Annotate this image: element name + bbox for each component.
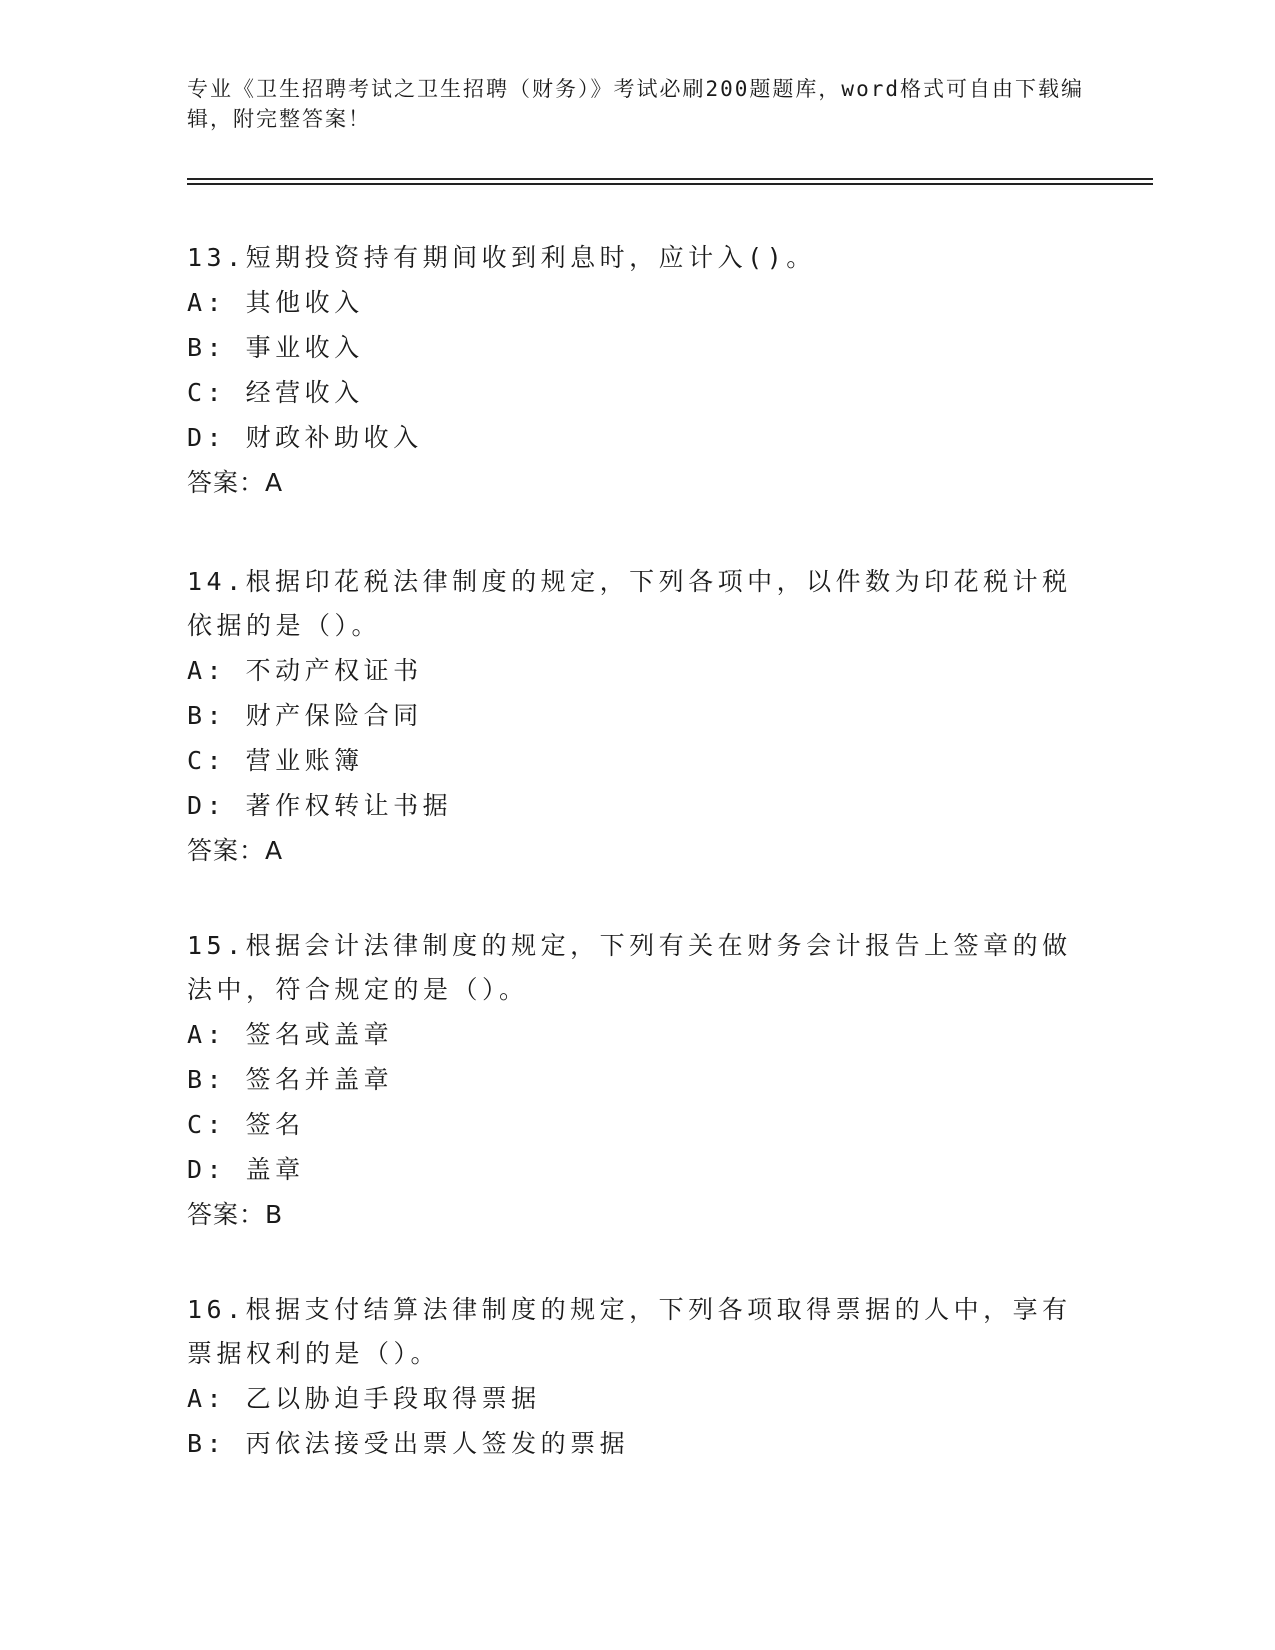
header-divider-top xyxy=(187,178,1153,180)
option-b: B: 丙依法接受出票人签发的票据 xyxy=(187,1429,630,1458)
question-stem: 13.短期投资持有期间收到利息时，应计入()。 xyxy=(187,243,816,272)
option-c: C: 营业账簿 xyxy=(187,746,364,775)
option-a: A: 乙以胁迫手段取得票据 xyxy=(187,1384,541,1413)
option-a: A: 签名或盖章 xyxy=(187,1020,394,1049)
option-c: C: 经营收入 xyxy=(187,378,364,407)
header-divider-bottom xyxy=(187,183,1153,185)
answer-line: 答案：B xyxy=(187,1200,284,1229)
answer-line: 答案：A xyxy=(187,468,284,497)
question-stem: 15.根据会计法律制度的规定，下列有关在财务会计报告上签章的做法中，符合规定的是（）。 xyxy=(187,931,1072,1004)
option-d: D: 著作权转让书据 xyxy=(187,791,453,820)
option-b: B: 签名并盖章 xyxy=(187,1065,394,1094)
question-stem: 14.根据印花税法律制度的规定，下列各项中，以件数为印花税计税依据的是（）。 xyxy=(187,567,1072,640)
option-b: B: 事业收入 xyxy=(187,333,364,362)
option-d: D: 财政补助收入 xyxy=(187,423,423,452)
option-d: D: 盖章 xyxy=(187,1155,305,1184)
option-b: B: 财产保险合同 xyxy=(187,701,423,730)
option-c: C: 签名 xyxy=(187,1110,305,1139)
document-header: 专业《卫生招聘考试之卫生招聘（财务）》考试必刷200题题库，word格式可自由下载编辑，附完整答案！ xyxy=(187,77,1084,131)
question-13 xyxy=(187,236,1087,506)
option-a: A: 其他收入 xyxy=(187,288,364,317)
question-stem: 16.根据支付结算法律制度的规定，下列各项取得票据的人中，享有票据权利的是（）。 xyxy=(187,1295,1072,1368)
question-16 xyxy=(187,1288,1087,1466)
answer-line: 答案：A xyxy=(187,836,284,865)
question-15 xyxy=(187,924,1087,1238)
question-14 xyxy=(187,560,1087,874)
option-a: A: 不动产权证书 xyxy=(187,656,423,685)
